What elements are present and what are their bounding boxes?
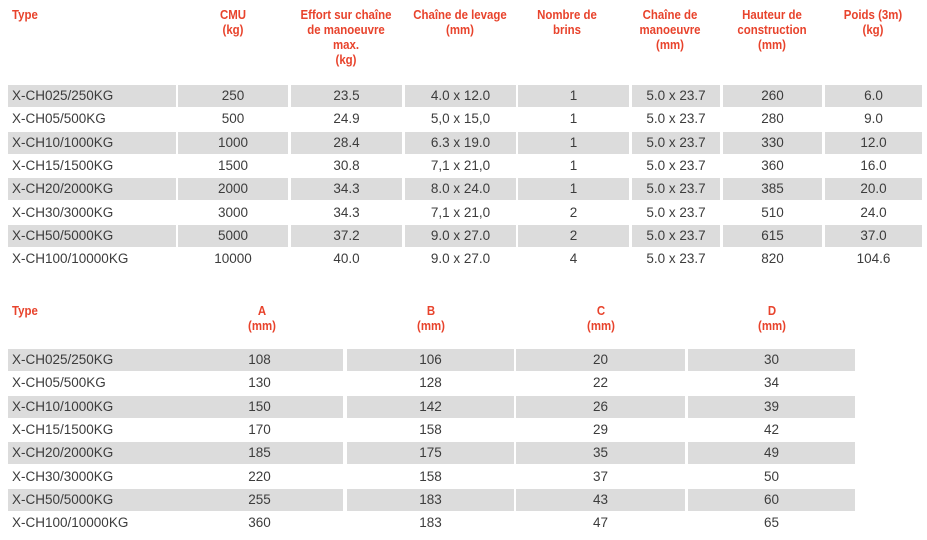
row-value-cell: 5.0 x 23.7	[646, 204, 706, 220]
row-value-cell: 8.0 x 24.0	[405, 178, 516, 200]
row-type-cell: X-CH15/1500KG	[12, 157, 114, 173]
row-value-cell: 34.3	[291, 178, 402, 200]
row-type-cell: X-CH10/1000KG	[8, 132, 176, 154]
row-value-cell: 1	[518, 85, 629, 107]
table2-header-0: Type	[12, 303, 38, 318]
row-value-cell: 43	[516, 489, 685, 511]
table2-header-3: C (mm)	[587, 303, 615, 333]
table1-header-2: Effort sur chaîne de manoeuvre max. (kg)	[300, 7, 392, 67]
row-value-cell: 5.0 x 23.7	[632, 225, 720, 247]
row-type-cell: X-CH100/10000KG	[12, 515, 129, 531]
table1-header-7: Poids (3m) (kg)	[843, 7, 903, 37]
row-value-cell: 30	[688, 349, 855, 371]
row-value-cell: 1	[518, 132, 629, 154]
row-value-cell: 5,0 x 15,0	[430, 111, 491, 127]
row-value-cell: 49	[688, 442, 855, 464]
row-value-cell: 5.0 x 23.7	[632, 132, 720, 154]
row-value-cell: 2	[569, 204, 578, 220]
row-value-cell: 34.3	[333, 204, 360, 220]
row-value-cell: 128	[419, 375, 442, 391]
row-value-cell: 2	[518, 225, 629, 247]
row-type-cell: X-CH30/3000KG	[12, 468, 114, 484]
row-value-cell: 37.2	[291, 225, 402, 247]
row-type-cell: X-CH10/1000KG	[8, 396, 176, 418]
table1-header-5: Chaîne de manoeuvre (mm)	[639, 7, 701, 52]
row-value-cell: 106	[347, 349, 514, 371]
row-value-cell: 5.0 x 23.7	[646, 251, 706, 267]
row-value-cell: 42	[763, 421, 780, 437]
row-type-cell: X-CH05/500KG	[12, 375, 106, 391]
row-value-cell: 6.0	[825, 85, 922, 107]
row-value-cell: 820	[761, 251, 784, 267]
table1-header-1: CMU (kg)	[219, 7, 247, 37]
row-value-cell: 5.0 x 23.7	[632, 178, 720, 200]
row-value-cell: 24.9	[333, 111, 360, 127]
row-value-cell: 183	[419, 515, 442, 531]
row-value-cell: 142	[347, 396, 514, 418]
row-type-cell: X-CH50/5000KG	[8, 225, 176, 247]
row-type-cell: X-CH025/250KG	[8, 349, 176, 371]
row-value-cell: 2000	[178, 178, 288, 200]
row-value-cell: 4.0 x 12.0	[405, 85, 516, 107]
row-value-cell: 255	[176, 489, 343, 511]
row-value-cell: 108	[176, 349, 343, 371]
row-value-cell: 360	[761, 157, 784, 173]
row-type-cell: X-CH15/1500KG	[12, 421, 114, 437]
row-value-cell: 6.3 x 19.0	[405, 132, 516, 154]
row-value-cell: 28.4	[291, 132, 402, 154]
row-type-cell: X-CH20/2000KG	[8, 178, 176, 200]
row-value-cell: 5.0 x 23.7	[646, 111, 706, 127]
row-value-cell: 150	[176, 396, 343, 418]
row-value-cell: 9.0	[864, 111, 883, 127]
row-value-cell: 37	[592, 468, 609, 484]
row-value-cell: 1	[569, 157, 578, 173]
row-value-cell: 26	[516, 396, 685, 418]
row-value-cell: 12.0	[825, 132, 922, 154]
row-type-cell: X-CH05/500KG	[12, 111, 106, 127]
row-value-cell: 280	[761, 111, 784, 127]
row-value-cell: 158	[419, 421, 442, 437]
row-value-cell: 16.0	[860, 157, 887, 173]
row-value-cell: 23.5	[291, 85, 402, 107]
row-value-cell: 175	[347, 442, 514, 464]
row-value-cell: 5000	[178, 225, 288, 247]
row-value-cell: 65	[763, 515, 780, 531]
row-value-cell: 170	[248, 421, 271, 437]
row-value-cell: 20	[516, 349, 685, 371]
row-value-cell: 20.0	[825, 178, 922, 200]
row-type-cell: X-CH50/5000KG	[8, 489, 176, 511]
row-type-cell: X-CH100/10000KG	[12, 251, 129, 267]
row-value-cell: 3000	[217, 204, 249, 220]
row-value-cell: 50	[763, 468, 780, 484]
row-value-cell: 60	[688, 489, 855, 511]
row-value-cell: 260	[723, 85, 822, 107]
row-value-cell: 35	[516, 442, 685, 464]
row-value-cell: 615	[723, 225, 822, 247]
row-value-cell: 500	[221, 111, 245, 127]
row-value-cell: 34	[763, 375, 780, 391]
row-value-cell: 40.0	[333, 251, 360, 267]
row-value-cell: 9.0 x 27.0	[405, 225, 516, 247]
table2-header-1: A (mm)	[248, 303, 276, 333]
row-value-cell: 385	[723, 178, 822, 200]
row-value-cell: 24.0	[860, 204, 887, 220]
row-value-cell: 4	[569, 251, 578, 267]
table2-header-2: B (mm)	[417, 303, 445, 333]
row-value-cell: 183	[347, 489, 514, 511]
row-value-cell: 360	[248, 515, 271, 531]
table1-header-4: Nombre de brins	[537, 7, 597, 37]
row-value-cell: 30.8	[333, 157, 360, 173]
row-value-cell: 7,1 x 21,0	[430, 157, 491, 173]
row-value-cell: 1000	[178, 132, 288, 154]
row-value-cell: 22	[592, 375, 609, 391]
row-value-cell: 29	[592, 421, 609, 437]
row-type-cell: X-CH20/2000KG	[8, 442, 176, 464]
row-value-cell: 158	[419, 468, 442, 484]
row-value-cell: 5.0 x 23.7	[632, 85, 720, 107]
row-value-cell: 1	[518, 178, 629, 200]
row-value-cell: 10000	[214, 251, 252, 267]
table1-header-0: Type	[12, 7, 38, 22]
table2-header-4: D (mm)	[758, 303, 786, 333]
row-value-cell: 5.0 x 23.7	[646, 157, 706, 173]
row-value-cell: 39	[688, 396, 855, 418]
row-value-cell: 9.0 x 27.0	[430, 251, 491, 267]
row-type-cell: X-CH025/250KG	[8, 85, 176, 107]
table1-header-3: Chaîne de levage (mm)	[413, 7, 507, 37]
row-value-cell: 250	[178, 85, 288, 107]
row-value-cell: 104.6	[856, 251, 891, 267]
row-value-cell: 185	[176, 442, 343, 464]
row-value-cell: 1	[569, 111, 578, 127]
row-value-cell: 7,1 x 21,0	[430, 204, 491, 220]
row-value-cell: 37.0	[825, 225, 922, 247]
row-value-cell: 130	[248, 375, 271, 391]
row-type-cell: X-CH30/3000KG	[12, 204, 114, 220]
row-value-cell: 510	[761, 204, 784, 220]
row-value-cell: 330	[723, 132, 822, 154]
row-value-cell: 1500	[217, 157, 249, 173]
row-value-cell: 220	[248, 468, 271, 484]
row-value-cell: 47	[592, 515, 609, 531]
table1-header-6: Hauteur de construction (mm)	[737, 7, 807, 52]
